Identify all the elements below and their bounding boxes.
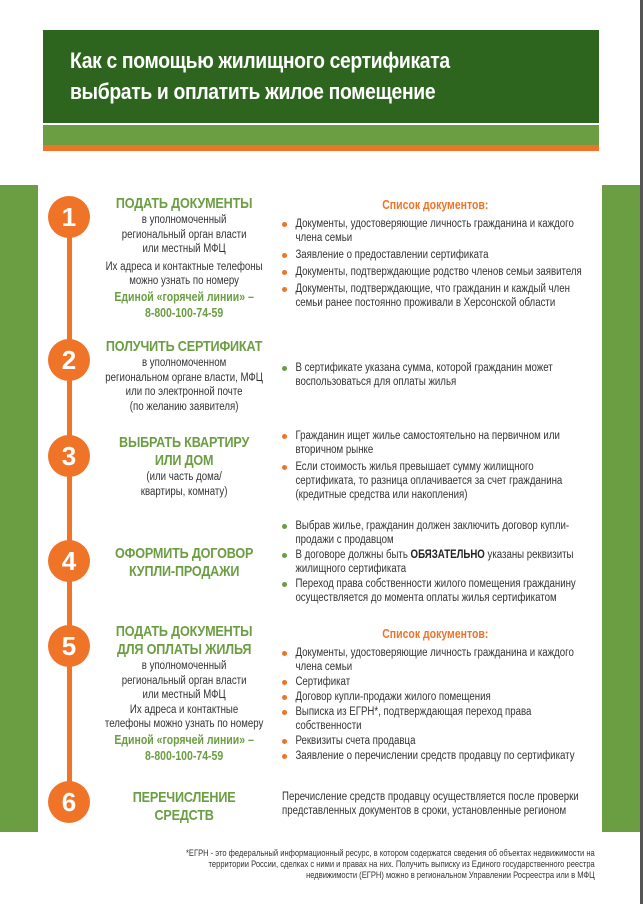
list-item: В сертификате указана сумма, которой гражданин может воспользоваться для оплаты жилья [282, 361, 589, 389]
list-item: Гражданин ищет жилье самостоятельно на первичном или вторичном рынке [282, 429, 589, 457]
bullet-icon [282, 680, 287, 685]
bullet-icon [282, 253, 287, 258]
list-item: Документы, подтверждающие родство членов семьи заявителя [282, 265, 589, 279]
footnote-line: недвижимости (ЕГРН) можно в региональном Управлении Росреестра или в МФЦ [306, 870, 595, 880]
documents-list-title: Список документов: [382, 627, 489, 641]
step-2-description [98, 338, 270, 414]
footnote [100, 848, 595, 881]
step-number: 6 [61, 787, 77, 817]
documents-list-title: Список документов: [382, 198, 489, 212]
bullet-icon [282, 582, 287, 587]
list-item: Документы, подтверждающие, что гражданин и каждый член семьи ранее постоянно проживали в Херсонской области [282, 282, 589, 310]
list-item: В договоре должны быть ОБЯЗАТЕЛЬНО указаны реквизиты жилищного сертификата [282, 548, 589, 576]
step-subtext: (или часть дома/ [146, 471, 222, 483]
list-item: Реквизиты счета продавца [282, 734, 589, 748]
bullet-icon [282, 695, 287, 700]
bullet-icon [282, 366, 287, 371]
bullet-icon [282, 553, 287, 558]
bullet-icon [282, 754, 287, 759]
timeline-line [67, 212, 72, 802]
hotline-label: Единой «горячей линии» – [114, 732, 254, 747]
title-line-2: выбрать и оплатить жилое помещение [70, 79, 436, 104]
step-5-description [98, 623, 270, 764]
emphasis-text: ОБЯЗАТЕЛЬНО [410, 549, 485, 561]
step-3-notes [282, 429, 592, 505]
step-4-notes [282, 519, 592, 606]
bullet-icon [282, 524, 287, 529]
list-item: Переход права собственности жилого помещения гражданину осуществляется до момента оплаты жилья сертификатом [282, 577, 589, 605]
step-1-circle [48, 196, 90, 238]
notes-list [282, 429, 589, 502]
step-heading: СРЕДСТВ [154, 807, 214, 824]
right-side-band [602, 185, 640, 832]
step-5-documents [282, 627, 592, 764]
bullet-icon [282, 465, 287, 470]
step-number: 2 [61, 345, 77, 375]
step-subtext: или местный МФЦ [142, 689, 226, 701]
title-accent-orange [43, 145, 599, 151]
step-subtext: региональный орган власти [121, 674, 247, 687]
step-heading: ДЛЯ ОПЛАТЫ ЖИЛЬЯ [116, 641, 252, 658]
step-2-circle [48, 339, 90, 381]
contact-text: Их адреса и контактные [129, 703, 239, 716]
step-6-description [98, 789, 270, 825]
title-banner [43, 30, 599, 123]
step-number: 4 [61, 546, 77, 576]
page-title [70, 45, 450, 107]
step-heading: ИЛИ ДОМ [154, 452, 214, 469]
step-subtext: в уполномоченный [141, 660, 227, 672]
notes-list [282, 361, 589, 389]
contact-text: телефоны можно узнать по номеру [104, 718, 264, 730]
step-subtext: региональном органе власти, МФЦ [105, 371, 263, 384]
bullet-icon [282, 651, 287, 656]
step-subtext: региональный орган власти [121, 228, 247, 241]
step-subtext: в уполномоченном [141, 357, 227, 369]
list-item: Выписка из ЕГРН*, подтверждающая переход права собственности [282, 705, 589, 733]
step-2-notes [282, 361, 592, 392]
list-item: Документы, удостоверяющие личность гражданина и каждого члена семьи [282, 646, 589, 674]
bullet-icon [282, 710, 287, 715]
footnote-line: территории России, сделках с ними и правах на них. Получить выписку из Единого государственного реестра [208, 859, 595, 869]
title-accent-green [43, 125, 599, 145]
bullet-icon [282, 287, 287, 292]
step-heading: ПОЛУЧИТЬ СЕРТИФИКАТ [105, 338, 263, 355]
contact-text: Их адреса и контактные телефоны [105, 260, 263, 273]
step-subtext: или по электронной почте [125, 386, 243, 398]
list-item: Заявление о перечислении средств продавцу по сертификату [282, 749, 589, 763]
hotline-phone[interactable]: 8-800-100-74-59 [144, 305, 224, 320]
list-item: Документы, удостоверяющие личность гражданина и каждого члена семьи [282, 217, 589, 245]
step-1-description [98, 195, 270, 321]
hotline-label: Единой «горячей линии» – [114, 289, 254, 304]
step-heading: ПОДАТЬ ДОКУМЕНТЫ [115, 195, 253, 212]
step-number: 5 [61, 631, 77, 661]
notes-list [282, 519, 589, 605]
step-number: 1 [61, 202, 77, 232]
bullet-icon [282, 222, 287, 227]
bullet-icon [282, 270, 287, 275]
step-5-circle [48, 625, 90, 667]
step-heading: ПОДАТЬ ДОКУМЕНТЫ [115, 623, 253, 640]
step-4-circle [48, 540, 90, 582]
step-subtext: в уполномоченный [141, 214, 227, 226]
step-subtext: или местный МФЦ [142, 243, 226, 255]
step-heading: ВЫБРАТЬ КВАРТИРУ [119, 434, 250, 451]
title-line-1: Как с помощью жилищного сертификата [70, 48, 450, 73]
step-4-description [98, 545, 270, 581]
list-item: Договор купли-продажи жилого помещения [282, 690, 589, 704]
contact-text: можно узнать по номеру [129, 275, 239, 287]
list-item: Сертификат [282, 675, 589, 689]
bullet-icon [282, 739, 287, 744]
step-6-circle [48, 781, 90, 823]
step-6-notes [282, 790, 597, 818]
step-3-description [98, 434, 270, 499]
bullet-icon [282, 434, 287, 439]
documents-list [282, 646, 589, 763]
step-heading: ПЕРЕЧИСЛЕНИЕ [132, 789, 236, 806]
step-heading: ОФОРМИТЬ ДОГОВОР [114, 545, 254, 562]
hotline-phone[interactable]: 8-800-100-74-59 [144, 748, 224, 763]
step-1-documents [282, 198, 592, 313]
list-item: Заявление о предоставлении сертификата [282, 248, 589, 262]
list-item: Выбрав жилье, гражданин должен заключить договор купли-продажи с продавцом [282, 519, 589, 547]
footnote-line: *ЕГРН - это федеральный информационный ресурс, в котором содержатся сведения об объектах недвижимости на [185, 848, 595, 858]
step-heading: КУПЛИ-ПРОДАЖИ [128, 563, 240, 580]
list-item: Если стоимость жилья превышает сумму жилищного сертификата, то разница оплачивается за счет гражданина (кредитные средства или накопления) [282, 460, 589, 502]
step-subtext: квартиры, комнату) [140, 485, 228, 498]
step-subtext: (по желанию заявителя) [129, 400, 239, 413]
documents-list [282, 217, 589, 310]
step-3-circle [48, 435, 90, 477]
left-side-band [0, 185, 38, 832]
step-number: 3 [61, 441, 77, 471]
step-6-text: Перечисление средств продавцу осуществляется после проверки представленных документов в сроки, установленные регионом [282, 791, 579, 817]
